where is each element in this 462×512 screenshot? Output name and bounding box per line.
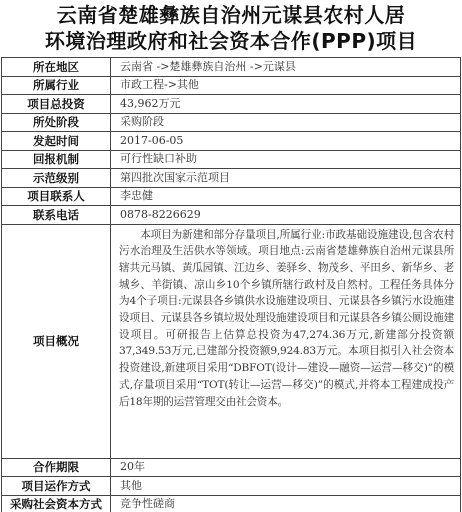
label-industry: 所属行业 <box>2 76 111 95</box>
value-overview: 本项目为新建和部分存量项目,所属行业:市政基础设施建设,包含农村污水治理及生活供水等领域。项目地点:云南省楚雄彝族自治州元谋县所辖共元马镇、黄瓜园镇、江边乡、姜驿乡、物茂乡、平田乡、新华乡、老城乡、羊街镇、凉山乡10个乡镇所辖行政村及自然村。工程任务具体分为4个子项目:元谋县各乡镇供水设施建设项目、元谋县各乡镇污水设施建设项目、元谋县各乡镇垃圾处理设施建设项目和元谋县各乡镇公厕设施建设项目。可研报告上估算总投资为47,274.36万元,新建部分投资额37,349.53万元,已建部分投资额9,924.83万元。本项目拟引入社会资本投资建设,新建项目采用“DBFOT(设计—建设—融资—运营—移交)”的模式,存量项目采用“TOT(转让—运营—移交)”的模式,并将本工程建成投产后18年期的运营管理交由社会资本。 <box>111 224 461 458</box>
label-stage: 所处阶段 <box>2 113 111 132</box>
title-line-2: 环境治理政府和社会资本合作(PPP)项目 <box>44 29 418 53</box>
label-cooperation-period: 合作期限 <box>2 458 111 477</box>
value-demo-level: 第四批次国家示范项目 <box>111 169 461 188</box>
label-procurement-method: 采购社会资本方式 <box>2 495 111 512</box>
label-region: 所在地区 <box>2 58 111 77</box>
table-row-cooperation-period <box>2 458 461 477</box>
table-row-region <box>2 58 461 77</box>
project-info-table <box>1 57 461 512</box>
table-row-return-mechanism <box>2 150 461 169</box>
table-row-demo-level <box>2 169 461 188</box>
label-demo-level: 示范级别 <box>2 169 111 188</box>
label-contact-person: 项目联系人 <box>2 187 111 206</box>
label-total-investment: 项目总投资 <box>2 95 111 114</box>
value-industry: 市政工程->其他 <box>111 76 461 95</box>
value-return-mechanism: 可行性缺口补助 <box>111 150 461 169</box>
table-row-overview <box>2 224 461 458</box>
table-row-contact-person <box>2 187 461 206</box>
table-row-industry <box>2 76 461 95</box>
label-contact-phone: 联系电话 <box>2 206 111 225</box>
title-line-1: 云南省楚雄彝族自治州元谋县农村人居 <box>56 3 406 27</box>
value-stage: 采购阶段 <box>111 113 461 132</box>
label-overview: 项目概况 <box>2 224 111 458</box>
value-operation-mode: 其他 <box>111 477 461 496</box>
table-row-total-investment <box>2 95 461 114</box>
table-row-procurement-method <box>2 495 461 512</box>
value-total-investment: 43,962万元 <box>111 95 461 114</box>
label-operation-mode: 项目运作方式 <box>2 477 111 496</box>
value-contact-person: 李忠健 <box>111 187 461 206</box>
label-return-mechanism: 回报机制 <box>2 150 111 169</box>
value-cooperation-period: 20年 <box>111 458 461 477</box>
table-row-operation-mode <box>2 477 461 496</box>
table-row-initiation-date <box>2 132 461 151</box>
value-region: 云南省 ->楚雄彝族自治州 ->元谋县 <box>111 58 461 77</box>
table-row-contact-phone <box>2 206 461 225</box>
value-procurement-method: 竞争性磋商 <box>111 495 461 512</box>
value-initiation-date: 2017-06-05 <box>111 132 461 151</box>
label-initiation-date: 发起时间 <box>2 132 111 151</box>
document-title <box>0 2 462 54</box>
value-contact-phone: 0878-8226629 <box>111 206 461 225</box>
table-row-stage <box>2 113 461 132</box>
